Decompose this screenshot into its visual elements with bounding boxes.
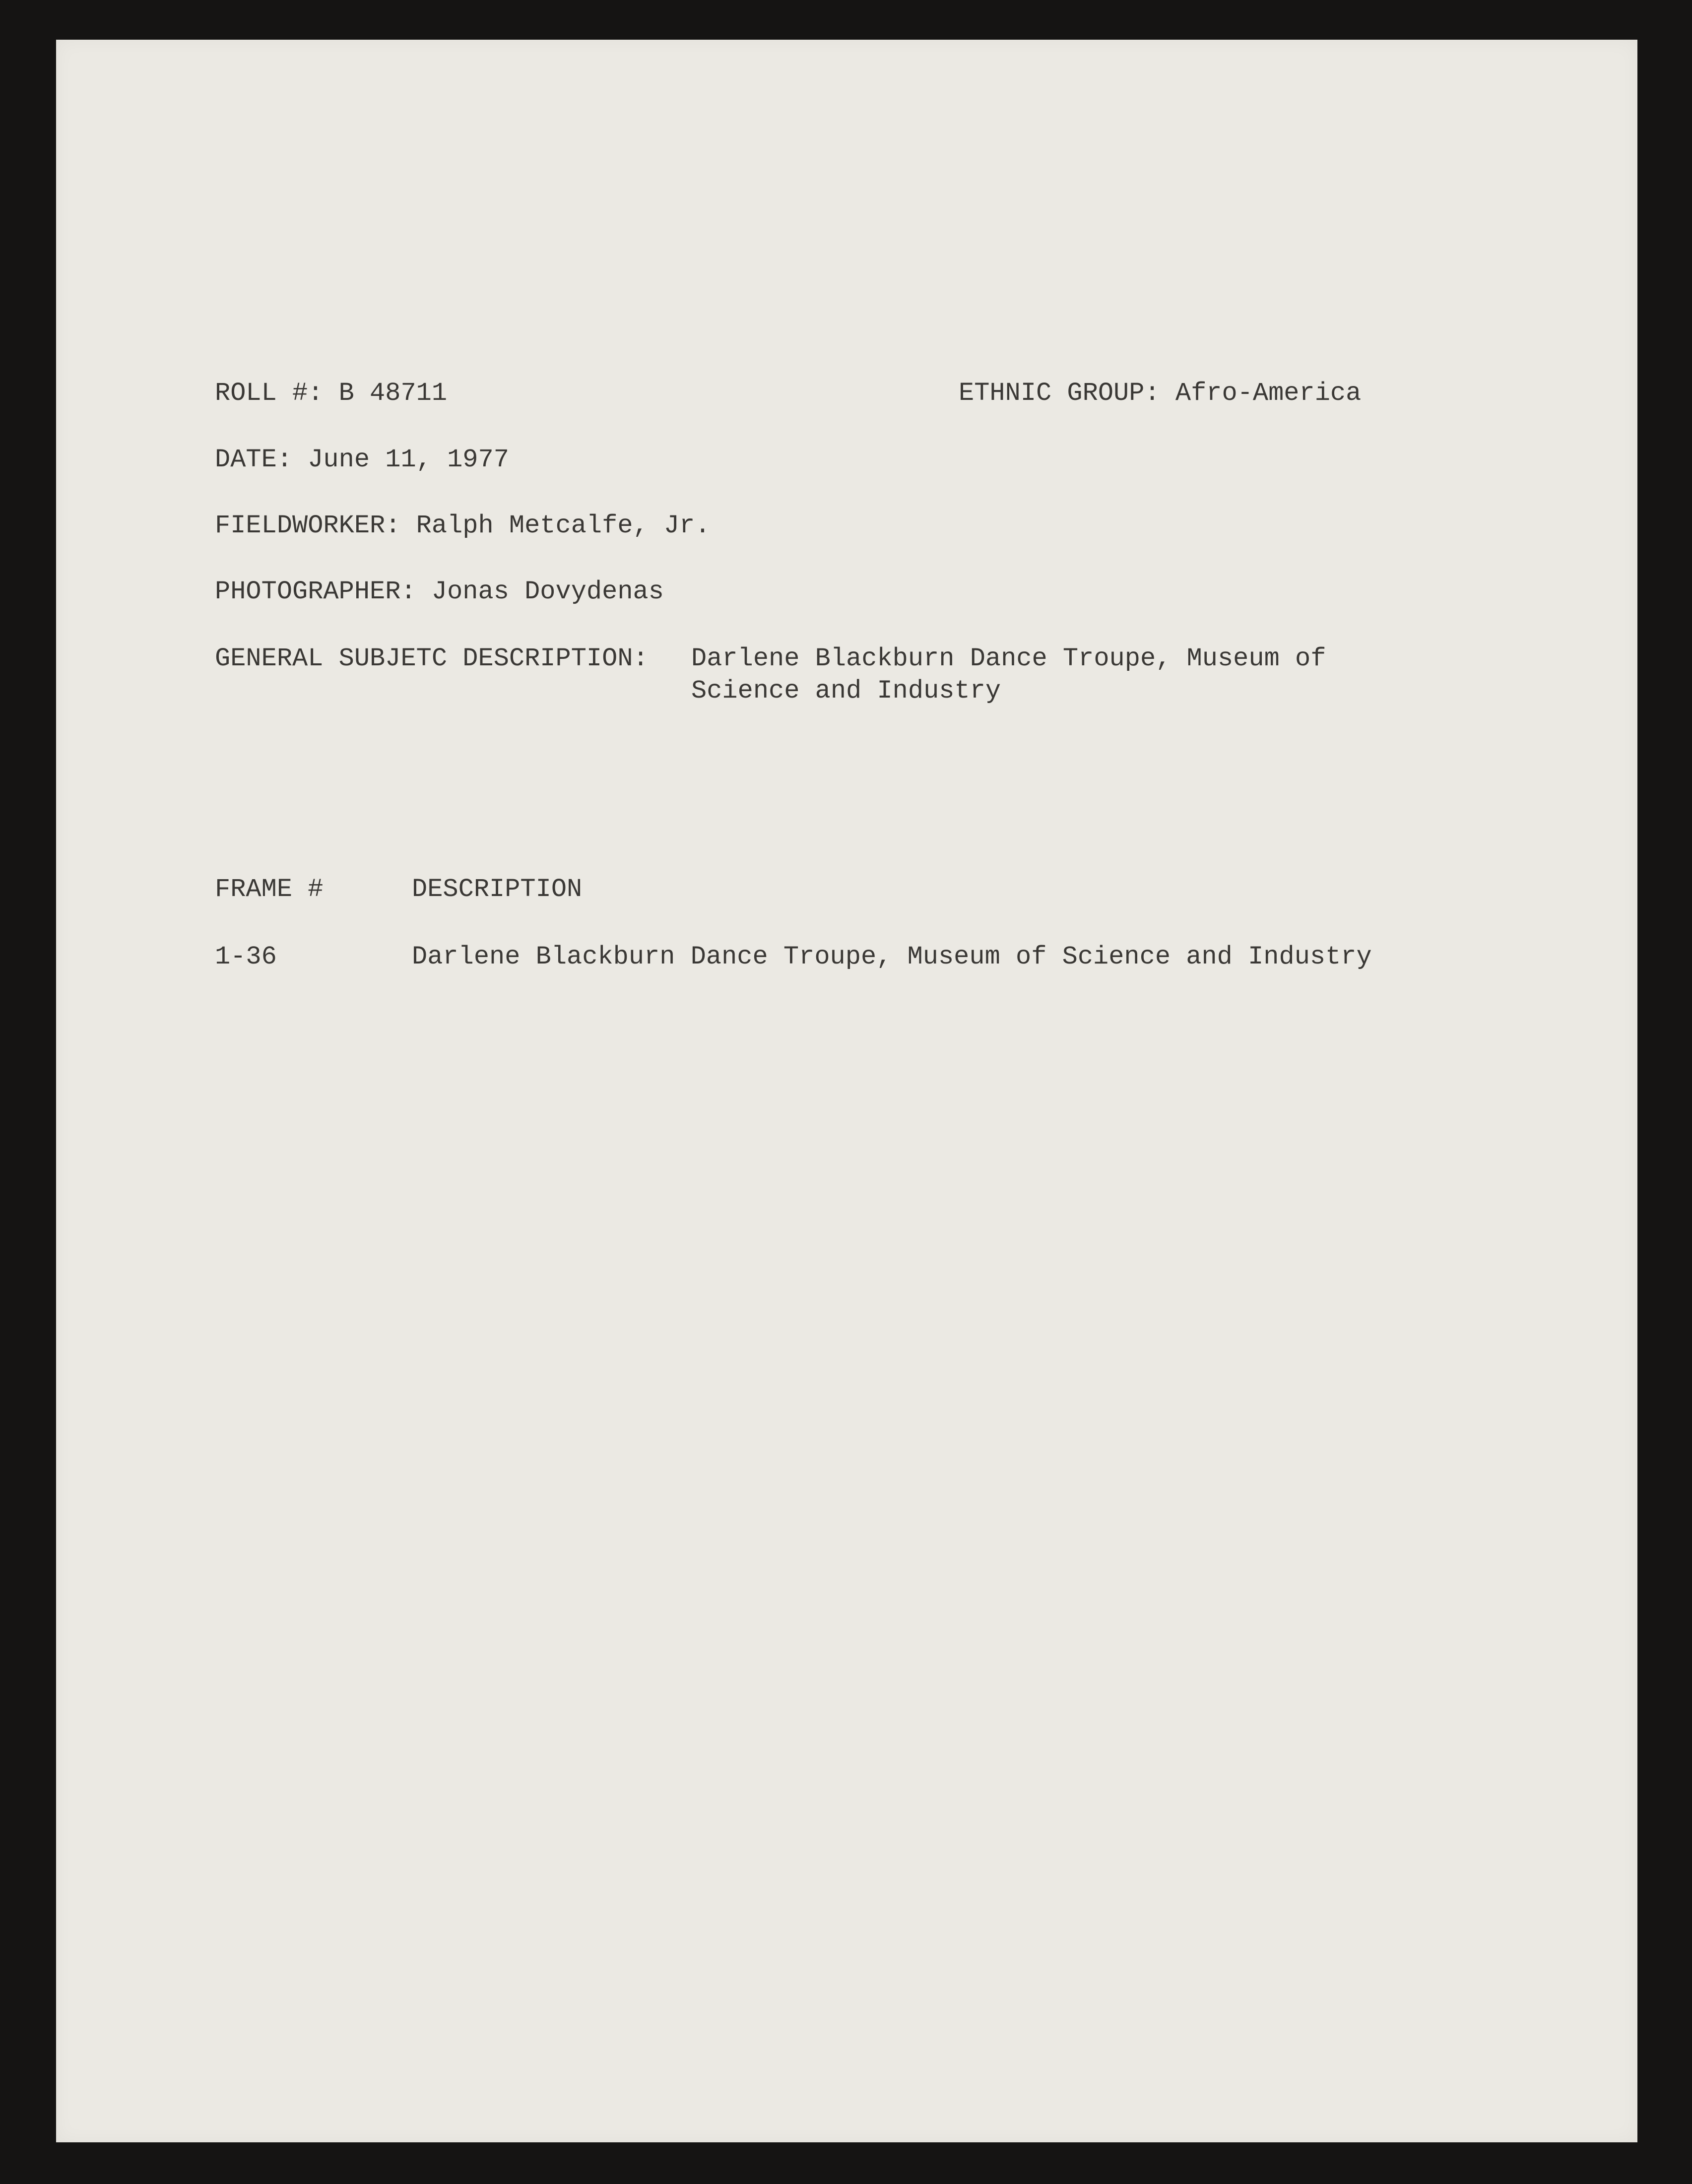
ethnic-group: ETHNIC GROUP: Afro-America: [959, 379, 1362, 408]
frame-column-header: FRAME #: [215, 875, 324, 904]
date: DATE: June 11, 1977: [215, 445, 509, 474]
general-subject-line-2: Science and Industry: [691, 676, 1001, 706]
document-page: [56, 40, 1637, 2142]
roll-number: ROLL #: B 48711: [215, 379, 448, 408]
general-subject-line-1: Darlene Blackburn Dance Troupe, Museum of: [691, 644, 1326, 673]
description-column-header: DESCRIPTION: [412, 875, 583, 904]
photographer: PHOTOGRAPHER: Jonas Dovydenas: [215, 577, 664, 606]
frame-description: Darlene Blackburn Dance Troupe, Museum of Science and Industry: [412, 942, 1372, 971]
general-subject-label: GENERAL SUBJETC DESCRIPTION:: [215, 644, 649, 673]
fieldworker: FIELDWORKER: Ralph Metcalfe, Jr.: [215, 511, 711, 540]
frame-range: 1-36: [215, 942, 277, 971]
